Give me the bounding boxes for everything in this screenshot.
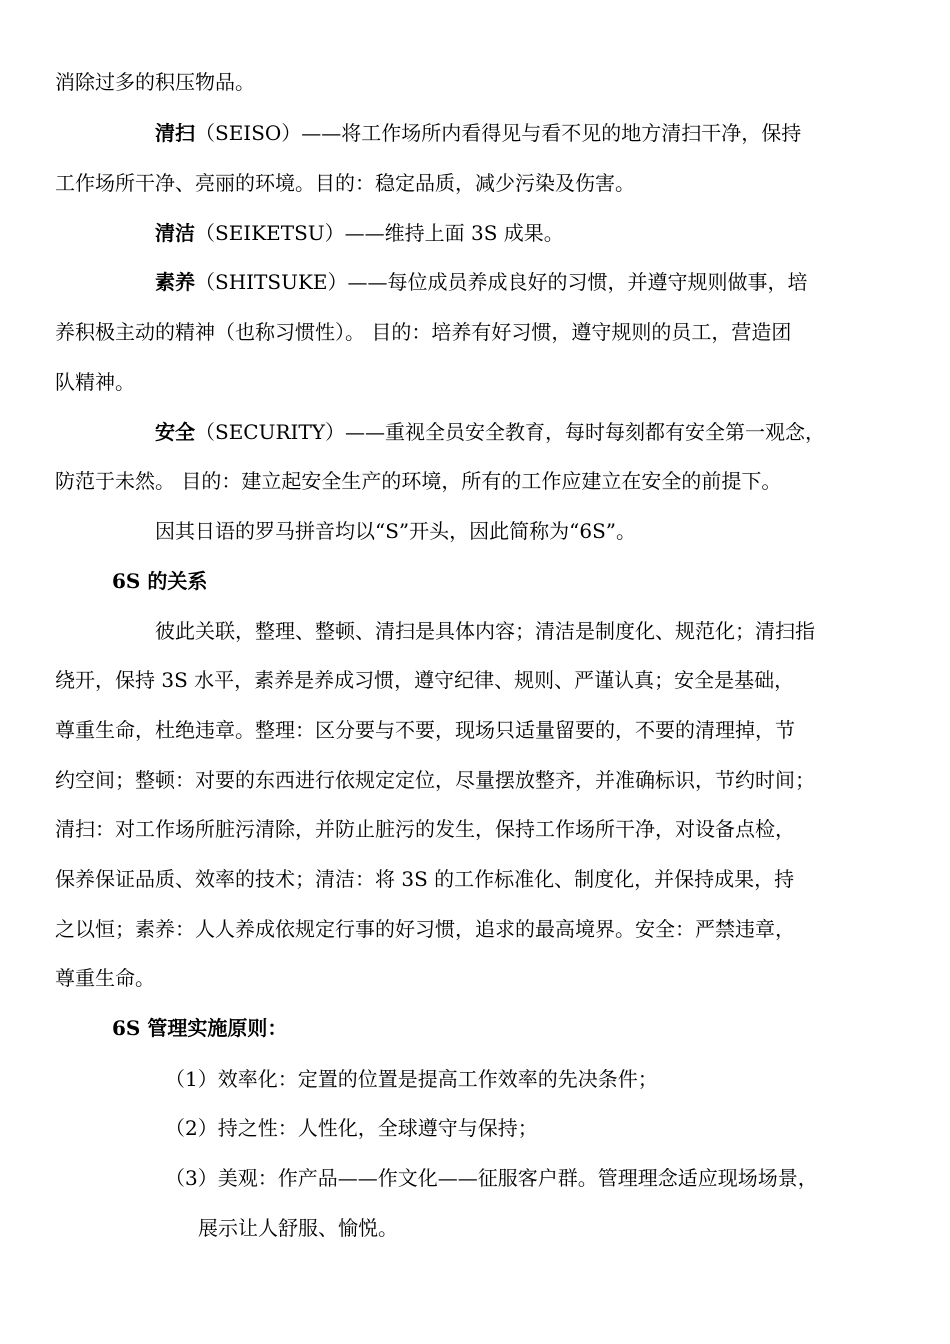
relation-line: 清扫：对工作场所脏污清除，并防止脏污的发生，保持工作场所干净，对设备点检， <box>55 817 795 841</box>
seiso-term: 清扫 <box>155 121 195 145</box>
relation-line: 之以恒；素养：人人养成依规定行事的好习惯，追求的最高境界。安全：严禁违章， <box>55 917 795 941</box>
relation-line: 保养保证品质、效率的技术；清洁：将 3S 的工作标准化、制度化，并保持成果，持 <box>55 867 795 891</box>
principle-item: （1）效率化：定置的位置是提高工作效率的先决条件； <box>165 1067 658 1091</box>
seiso-line-2: 工作场所干净、亮丽的环境。目的：稳定品质，减少污染及伤害。 <box>55 171 635 195</box>
relation-line: 绕开，保持 3S 水平，素养是养成习惯，遵守纪律、规则、严谨认真；安全是基础， <box>55 668 795 692</box>
principle-item: （3）美观：作产品——作文化——征服客户群。管理理念适应现场场景， <box>165 1166 818 1190</box>
relation-line: 彼此关联，整理、整顿、清扫是具体内容；清洁是制度化、规范化；清扫指 <box>155 619 815 643</box>
seiketsu-text-1: （SEIKETSU）——维持上面 3S 成果。 <box>195 221 564 245</box>
security-line-1 <box>0 418 950 446</box>
shitsuke-line-3: 队精神。 <box>55 370 135 394</box>
security-line-2: 防范于未然。 目的：建立起安全生产的环境，所有的工作应建立在安全的前提下。 <box>55 469 782 493</box>
principle-item: （2）持之性：人性化，全球遵守与保持； <box>165 1116 538 1140</box>
intro-tail: 消除过多的积压物品。 <box>55 70 255 94</box>
relation-heading: 6S 的关系 <box>112 569 208 593</box>
seiso-line-1 <box>0 119 950 147</box>
shitsuke-line-2: 养积极主动的精神（也称习惯性）。 目的：培养有好习惯，遵守规则的员工，营造团 <box>55 320 792 344</box>
security-text-1: （SECURITY）——重视全员安全教育，每时每刻都有安全第一观念， <box>195 420 825 444</box>
shitsuke-text-1: （SHITSUKE）——每位成员养成良好的习惯，并遵守规则做事，培 <box>195 270 808 294</box>
naming-line: 因其日语的罗马拼音均以“S”开头，因此简称为“6S”。 <box>155 519 637 543</box>
principle-item-continuation: 展示让人舒服、愉悦。 <box>198 1216 398 1240</box>
relation-line: 约空间；整顿：对要的东西进行依规定定位，尽量摆放整齐，并准确标识，节约时间； <box>55 768 815 792</box>
security-term: 安全 <box>155 420 195 444</box>
shitsuke-term: 素养 <box>155 270 195 294</box>
seiso-text-1: （SEISO）——将工作场所内看得见与看不见的地方清扫干净，保持 <box>195 121 802 145</box>
shitsuke-line-1 <box>0 268 950 296</box>
seiketsu-line-1 <box>0 219 950 247</box>
principles-heading: 6S 管理实施原则： <box>112 1016 288 1040</box>
relation-line: 尊重生命。 <box>55 966 155 990</box>
seiketsu-term: 清洁 <box>155 221 195 245</box>
relation-line: 尊重生命，杜绝违章。整理：区分要与不要，现场只适量留要的，不要的清理掉，节 <box>55 718 795 742</box>
